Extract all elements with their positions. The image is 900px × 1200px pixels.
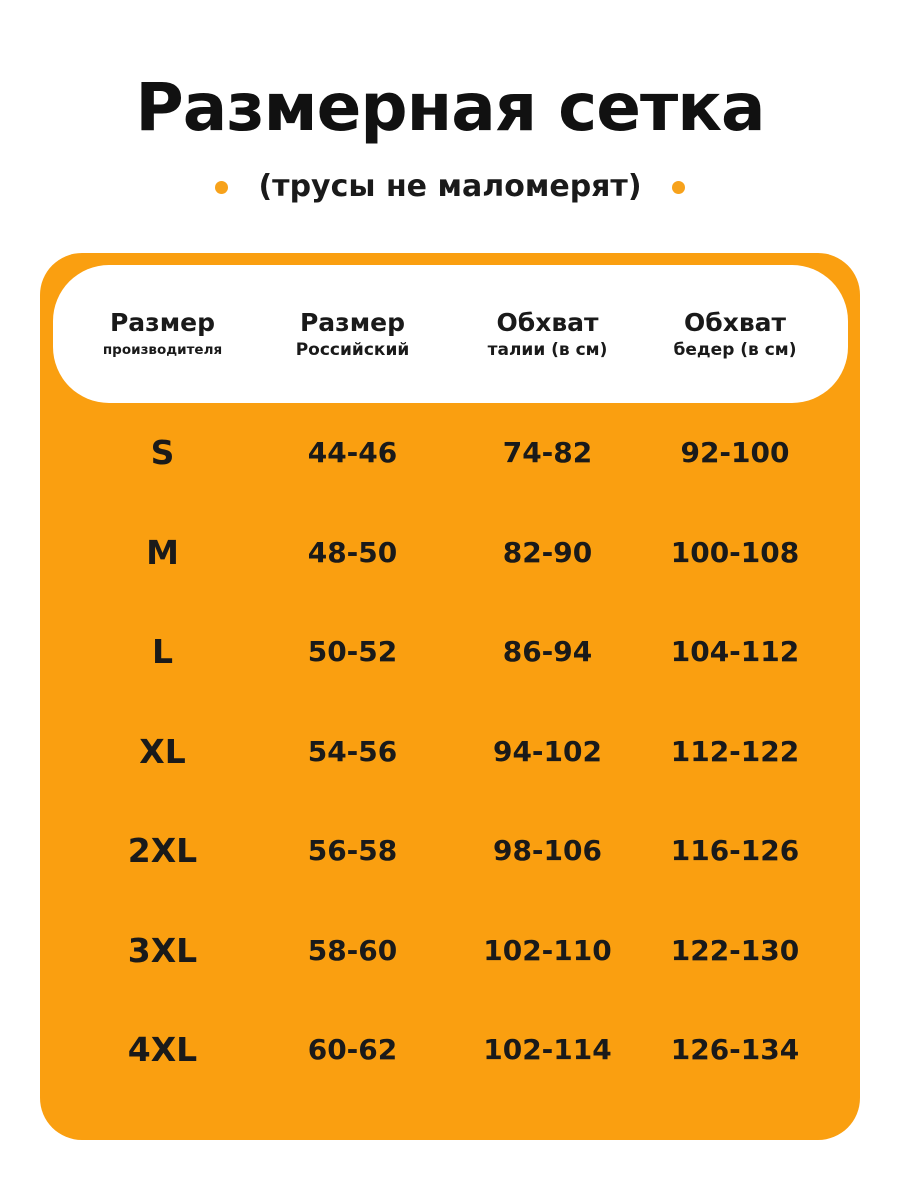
cell-size-manufacturer: L: [151, 632, 174, 671]
table-row: [40, 622, 860, 682]
page-title: Размерная сетка: [135, 69, 765, 146]
table-row: [40, 722, 860, 782]
table-row: [40, 523, 860, 583]
cell-size-russian: 60-62: [307, 1033, 398, 1066]
table-header: [53, 265, 848, 403]
cell-size-manufacturer: 3XL: [127, 930, 198, 970]
table-row: [40, 821, 860, 881]
cell-hips-range: 100-108: [670, 535, 800, 569]
cell-hips-range: 122-130: [670, 933, 800, 967]
header-main-label: Обхват: [496, 308, 599, 337]
cell-hips-range: 116-126: [670, 834, 800, 867]
header-russian-size: [260, 265, 445, 403]
table-row: [40, 921, 860, 981]
cell-size-manufacturer: 4XL: [127, 1030, 198, 1069]
header-sub-label: бедер (в см): [673, 340, 797, 360]
header-manufacturer-size: [70, 265, 255, 403]
header-sub-label: Российский: [295, 340, 410, 360]
header-sub-label: производителя: [102, 342, 223, 358]
cell-size-manufacturer: 2XL: [127, 831, 198, 870]
cell-waist-range: 74-82: [502, 436, 593, 469]
cell-size-manufacturer: XL: [139, 731, 186, 771]
cell-size-russian: 48-50: [307, 535, 398, 569]
cell-size-russian: 54-56: [307, 734, 398, 768]
header-waist: [455, 265, 640, 403]
cell-size-manufacturer: M: [146, 532, 179, 572]
header-main-label: Размер: [299, 308, 405, 337]
cell-size-russian: 58-60: [307, 933, 398, 967]
cell-waist-range: 94-102: [492, 734, 603, 768]
cell-waist-range: 102-110: [483, 933, 612, 967]
cell-size-russian: 50-52: [307, 635, 398, 668]
subtitle-row: [0, 165, 900, 209]
cell-hips-range: 92-100: [680, 436, 790, 469]
cell-hips-range: 126-134: [670, 1033, 800, 1066]
header-hips: [640, 265, 830, 403]
cell-waist-range: 82-90: [502, 535, 593, 569]
subtitle: (трусы не маломерят): [258, 169, 642, 204]
header-main-label: Размер: [109, 308, 215, 337]
cell-hips-range: 104-112: [670, 635, 800, 668]
cell-size-russian: 44-46: [307, 436, 398, 469]
cell-hips-range: 112-122: [670, 734, 800, 768]
header-sub-label: талии (в см): [487, 340, 608, 360]
size-table-card: [40, 253, 860, 1140]
bullet-dot-right-icon: [672, 181, 685, 194]
cell-size-manufacturer: S: [150, 433, 175, 472]
cell-size-russian: 56-58: [307, 834, 398, 867]
table-row: [40, 1020, 860, 1080]
bullet-dot-left-icon: [215, 181, 228, 194]
cell-waist-range: 98-106: [492, 834, 603, 867]
header-main-label: Обхват: [683, 308, 786, 337]
table-row: [40, 423, 860, 483]
cell-waist-range: 102-114: [483, 1033, 612, 1066]
cell-waist-range: 86-94: [502, 635, 593, 668]
